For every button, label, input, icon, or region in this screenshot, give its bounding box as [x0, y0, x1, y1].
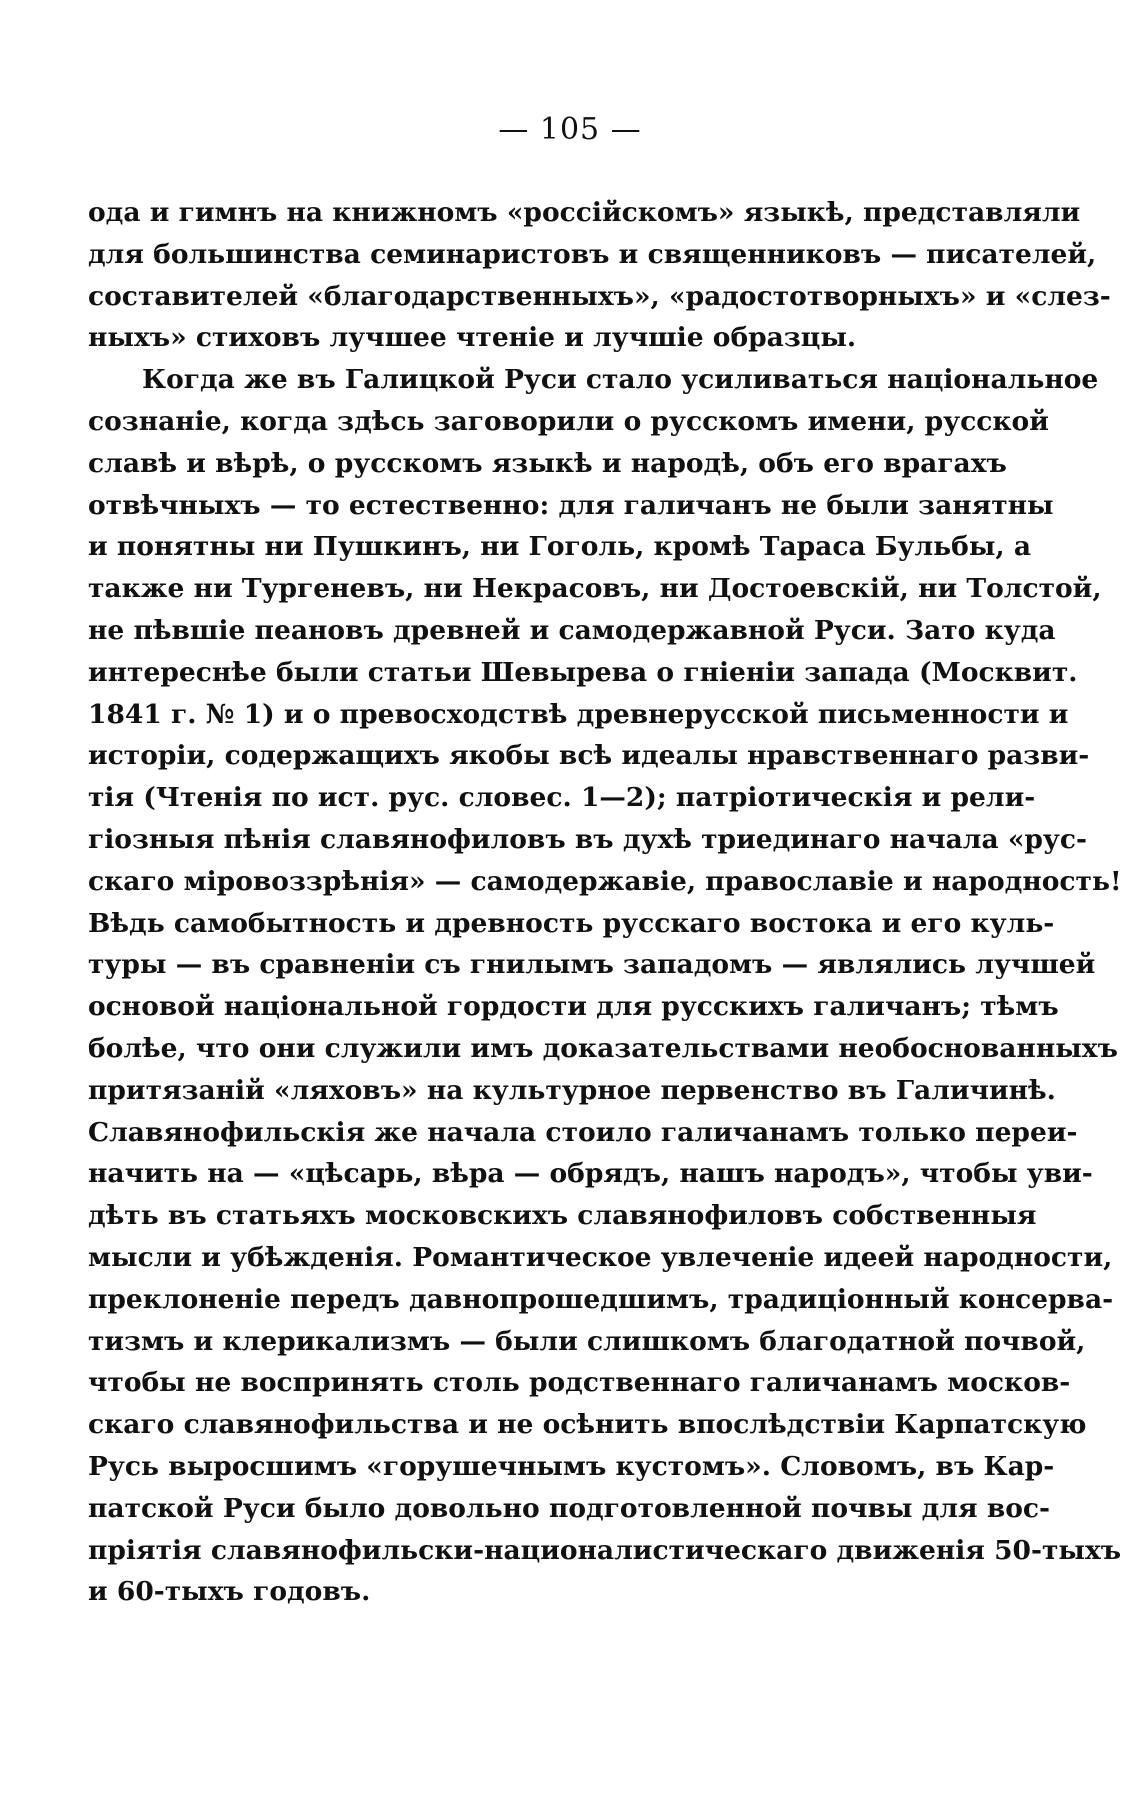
text-line: и понятны ни Пушкинъ, ни Гоголь, кромѣ Тараса Бульбы, а [88, 531, 1032, 563]
text-line: тія (Чтенія по ист. рус. словес. 1—2); патріотическія и рели- [88, 782, 1036, 814]
text-line: ныхъ» стиховъ лучшее чтеніе и лучшіе образцы. [88, 322, 857, 354]
text-line: Когда же въ Галицкой Руси стало усиливаться національное [142, 364, 1099, 396]
text-line: также ни Тургеневъ, ни Некрасовъ, ни Достоевскій, ни Толстой, [88, 573, 1102, 605]
text-line: патской Руси было довольно подготовленной почвы для вос- [88, 1492, 1051, 1524]
text-line: отвѣчныхъ — то естественно: для галичанъ не были занятны [88, 489, 1054, 521]
text-line: дѣть въ статьяхъ московскихъ славянофиловъ собственныя [88, 1200, 1037, 1232]
text-line: болѣе, что они служили имъ доказательствами необоснованныхъ [88, 1032, 1118, 1064]
text-line: Русь выросшимъ «горушечнымъ кустомъ». Словомъ, въ Кар- [88, 1450, 1055, 1482]
text-line: пріятія славянофильски-националистическаго движенія 50-тыхъ [88, 1534, 1122, 1566]
text-line: для большинства семинаристовъ и священниковъ — писателей, [88, 238, 1097, 270]
body-text [88, 192, 1122, 1613]
text-line: составителей «благодарственныхъ», «радостотворныхъ» и «слез- [88, 280, 1111, 312]
text-line: исторіи, содержащихъ якобы всѣ идеалы нравственнаго разви- [88, 740, 1090, 772]
paragraph [88, 192, 1111, 359]
text-line: притязаній «ляховъ» на культурное первенство въ Галичинѣ. [88, 1074, 1056, 1106]
text-line: 1841 г. № 1) и о превосходствѣ древнерусской письменности и [88, 698, 1069, 730]
text-line: основой національной гордости для русскихъ галичанъ; тѣмъ [88, 991, 1059, 1023]
text-line: не пѣвшіе пеановъ древней и самодержавной Руси. Зато куда [88, 614, 1056, 646]
text-line: ода и гимнъ на книжномъ «россійскомъ» языкѣ, представляли [88, 197, 1081, 228]
text-line: начить на — «цѣсарь, вѣра — обрядъ, нашъ народъ», чтобы уви- [88, 1158, 1093, 1190]
text-line: Славянофильскія же начала стоило галичанамъ только переи- [88, 1116, 1078, 1148]
page-number: — 105 — [498, 112, 642, 147]
text-line: гіозныя пѣнія славянофиловъ въ духѣ триединаго начала «рус- [88, 823, 1088, 855]
text-line: и 60-тыхъ годовъ. [88, 1576, 371, 1608]
text-line: мысли и убѣжденія. Романтическое увлеченіе идеей народности, [88, 1241, 1113, 1273]
text-line: славѣ и вѣрѣ, о русскомъ языкѣ и народѣ, объ его врагахъ [88, 447, 1007, 479]
text-line: интереснѣе были статьи Шевырева о гніеніи запада (Москвит. [88, 656, 1078, 688]
text-line: скаго міровоззрѣнія» — самодержавіе, православіе и народность! [88, 865, 1122, 897]
text-line: преклоненіе передъ давнопрошедшимъ, традиціонный консерва- [88, 1283, 1114, 1315]
text-line: чтобы не воспринять столь родственнаго галичанамъ москов- [88, 1367, 1071, 1399]
text-line: Вѣдь самобытность и древность русскаго востока и его куль- [88, 907, 1055, 939]
text-line: сознаніе, когда здѣсь заговорили о русскомъ имени, русской [88, 405, 1049, 437]
paragraph [88, 359, 1122, 1613]
text-line: туры — въ сравненіи съ гнилымъ западомъ — являлись лучшей [88, 949, 1096, 981]
text-line: тизмъ и клерикализмъ — были слишкомъ благодатной почвой, [88, 1325, 1086, 1357]
text-line: скаго славянофильства и не осѣнить впослѣдствіи Карпатскую [88, 1409, 1087, 1441]
